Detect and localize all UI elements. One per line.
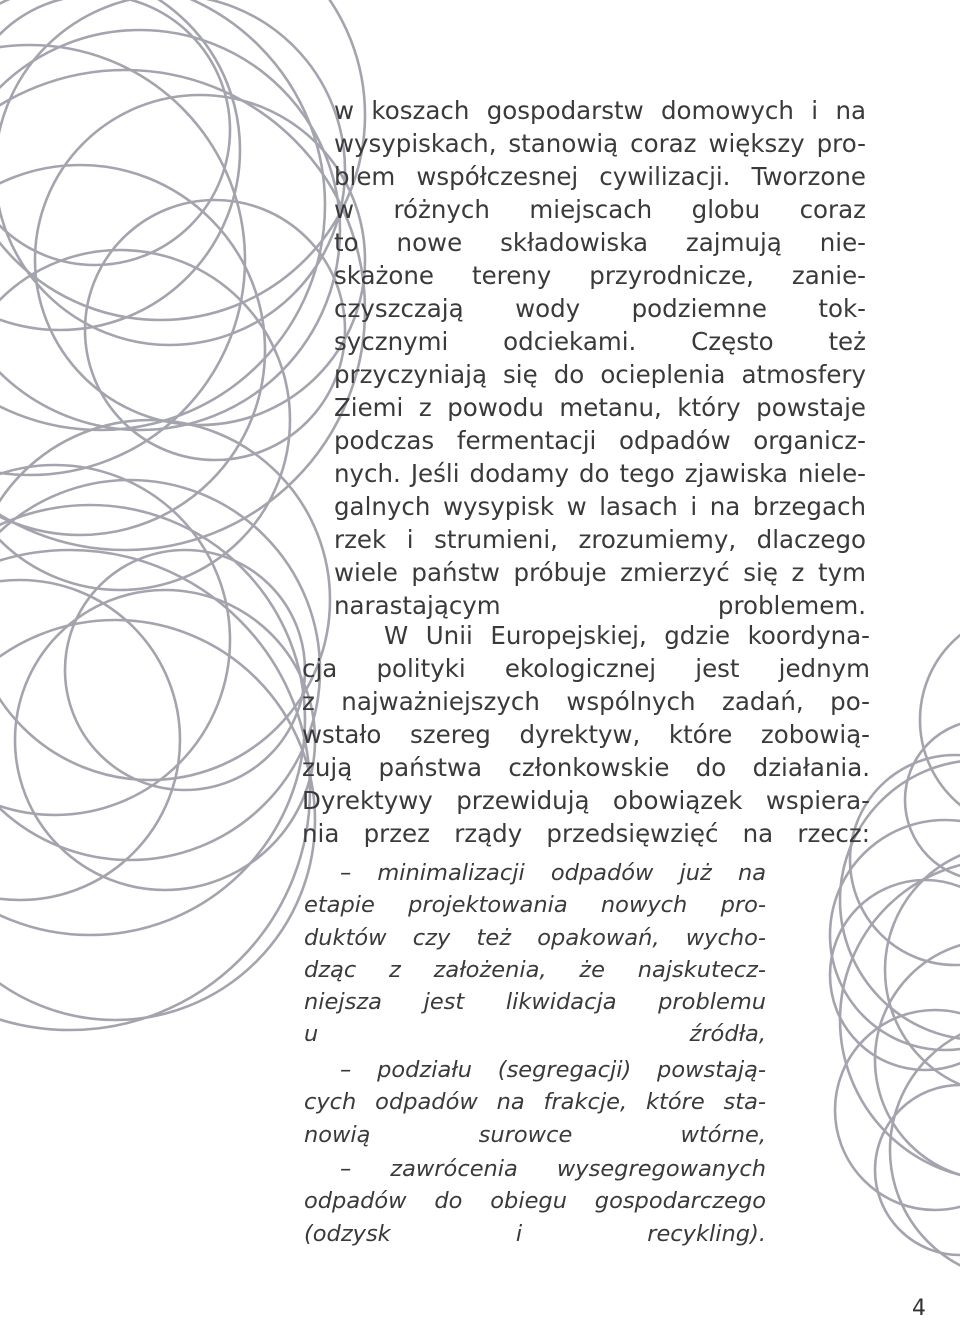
text-line: duktów czy też opakowań, wycho-	[304, 924, 766, 951]
text-line: cja polityki ekologicznej jest jednym	[302, 654, 870, 683]
text-line: narastającym problemem.	[334, 591, 866, 620]
text-line: przyczyniają się do ocieplenia atmosfery	[334, 360, 866, 389]
text-line: etapie projektowania nowych pro-	[304, 892, 766, 919]
paragraph-1	[334, 94, 866, 622]
text-line: rzek i strumieni, zrozumiemy, dlaczego	[334, 525, 866, 554]
list-item-2	[304, 1054, 766, 1151]
text-line: w różnych miejscach globu coraz	[334, 195, 866, 224]
list-item-3	[304, 1153, 766, 1250]
text-line: nowią surowce wtórne,	[304, 1121, 766, 1148]
text-line: cych odpadów na frakcje, które sta-	[304, 1089, 766, 1116]
text-line: – zawrócenia wysegregowanych	[340, 1156, 766, 1182]
text-line: odpadów do obiegu gospodarczego	[304, 1188, 766, 1215]
text-line: sycznymi odciekami. Często też	[334, 327, 866, 356]
text-line: to nowe składowiska zajmują nie-	[334, 228, 866, 257]
text-line: blem współczesnej cywilizacji. Tworzone	[334, 162, 866, 191]
text-line: galnych wysypisk w lasach i na brzegach	[334, 492, 866, 521]
text-line: wiele państw próbuje zmierzyć się z tym	[334, 558, 866, 587]
text-line: niejsza jest likwidacja problemu	[304, 989, 766, 1016]
text-line: zują państwa członkowskie do działania.	[302, 753, 870, 782]
text-line: u źródła,	[304, 1021, 766, 1048]
paragraph-2	[302, 619, 870, 850]
text-line: wstało szereg dyrektyw, które zobowią-	[302, 720, 870, 749]
text-line: czyszczają wody podziemne tok-	[334, 294, 866, 323]
list-item-1	[304, 857, 766, 1051]
text-line: podczas fermentacji odpadów organicz-	[334, 426, 866, 455]
text-line: Dyrektywy przewidują obowiązek wspiera-	[302, 786, 870, 815]
text-line: (odzysk i recykling).	[304, 1220, 766, 1247]
text-line: w koszach gospodarstw domowych i na	[334, 96, 866, 125]
text-line: skażone tereny przyrodnicze, zanie-	[334, 261, 866, 290]
text-line: – podziału (segregacji) powstają-	[340, 1057, 766, 1083]
text-line: z najważniejszych wspólnych zadań, po-	[302, 687, 870, 716]
page-number: 4	[912, 1296, 926, 1321]
text-line: wysypiskach, stanowią coraz większy pro-	[334, 129, 866, 158]
text-line: W Unii Europejskiej, gdzie koordyna-	[384, 621, 870, 650]
text-line: nia przez rządy przedsięwzięć na rzecz:	[302, 819, 870, 848]
text-line: Ziemi z powodu metanu, który powstaje	[334, 393, 866, 422]
text-line: – minimalizacji odpadów już na	[340, 860, 766, 886]
text-line: nych. Jeśli dodamy do tego zjawiska niele-	[334, 459, 866, 488]
text-line: dząc z założenia, że najskutecz-	[304, 956, 766, 983]
